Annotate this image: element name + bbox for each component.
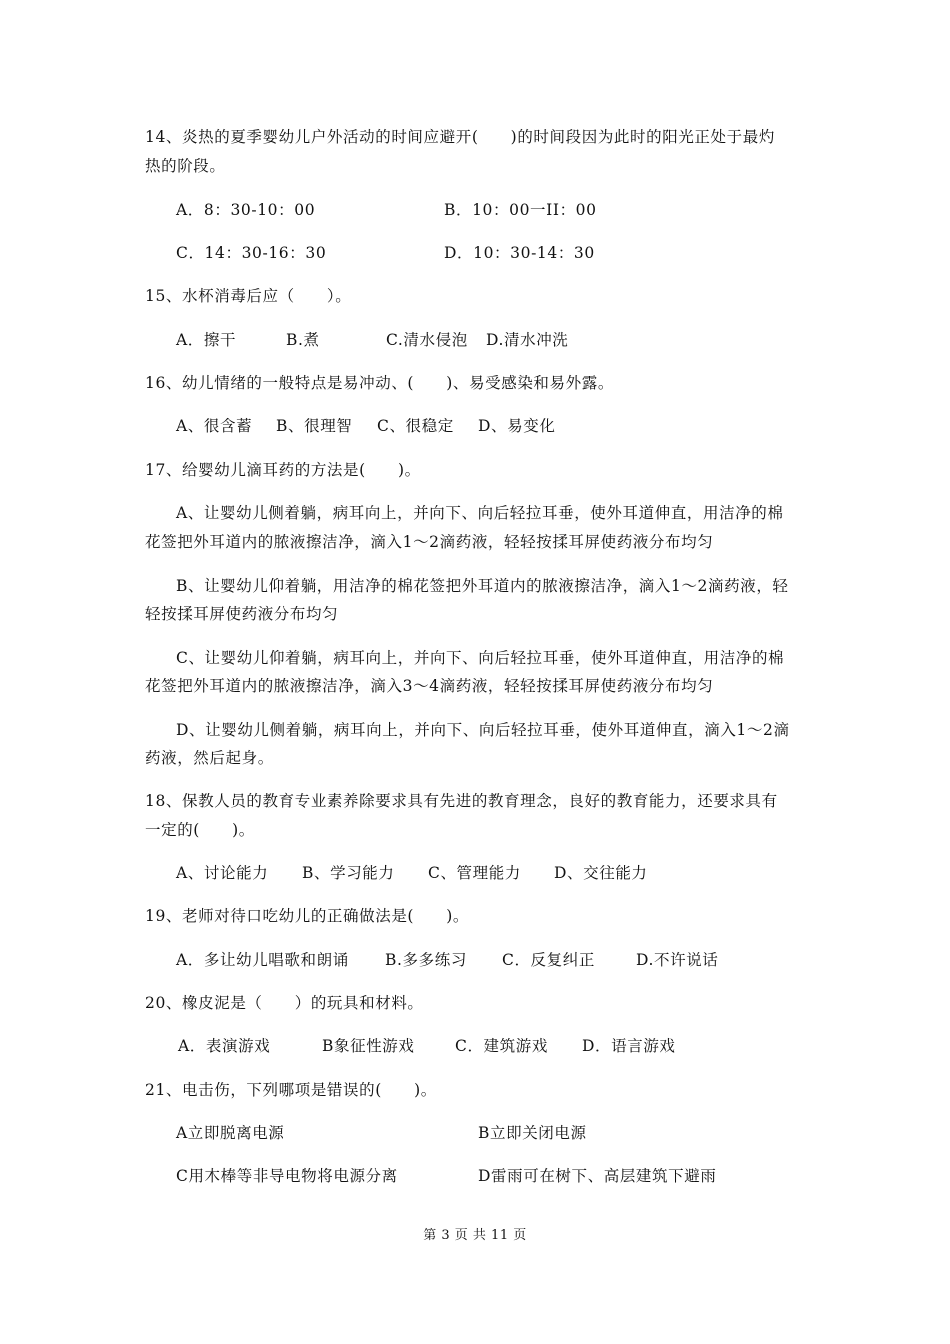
q15-option-d: D.清水冲洗 — [486, 331, 569, 349]
q18-option-d: D、交往能力 — [554, 864, 648, 882]
q21-option-d: D雷雨可在树下、高层建筑下避雨 — [478, 1167, 717, 1185]
q20-stem: 20、橡皮泥是（ ）的玩具和材料。 — [145, 994, 424, 1012]
q18-stem-line-2: 一定的( )。 — [145, 821, 255, 839]
q14-option-b: B．10：00一II：00 — [444, 201, 597, 219]
q14-option-a: A．8：30-10：00 — [176, 201, 316, 219]
q15-option-b: B.煮 — [286, 331, 320, 349]
q20-option-b: B象征性游戏 — [322, 1037, 415, 1055]
q14-option-d: D．10：30-14：30 — [444, 244, 595, 262]
q18-stem-line-1: 18、保教人员的教育专业素养除要求具有先进的教育理念，良好的教育能力，还要求具有 — [145, 792, 778, 810]
q17-option-c-line-2: 花签把外耳道内的脓液擦洁净，滴入3～4滴药液，轻轻按揉耳屏使药液分布均匀 — [145, 677, 714, 695]
q19-stem: 19、老师对待口吃幼儿的正确做法是( )。 — [145, 907, 470, 925]
q21-option-b: B立即关闭电源 — [478, 1124, 587, 1142]
q17-option-d-line-2: 药液，然后起身。 — [145, 749, 274, 767]
q18-option-b: B、学习能力 — [302, 864, 395, 882]
q18-option-a: A、讨论能力 — [176, 864, 269, 882]
q15-stem: 15、水杯消毒后应（ ）。 — [145, 287, 352, 305]
q20-option-a: A．表演游戏 — [178, 1037, 271, 1055]
q15-option-c: C.清水侵泡 — [386, 331, 468, 349]
q21-option-c: C用木棒等非导电物将电源分离 — [176, 1167, 398, 1185]
q17-option-c-line-1: C、让婴幼儿仰着躺，病耳向上，并向下、向后轻拉耳垂，使外耳道伸直，用洁净的棉 — [176, 649, 785, 667]
q16-option-c: C、很稳定 — [377, 417, 454, 435]
q16-stem: 16、幼儿情绪的一般特点是易冲动、( )、易受感染和易外露。 — [145, 374, 614, 392]
q14-stem-line-1: 14、炎热的夏季婴幼儿户外活动的时间应避开( )的时间段因为此时的阳光正处于最灼 — [145, 128, 775, 146]
q21-stem: 21、电击伤，下列哪项是错误的( )。 — [145, 1081, 437, 1099]
q19-option-d: D.不许说话 — [636, 951, 719, 969]
q20-option-d: D．语言游戏 — [582, 1037, 676, 1055]
q17-option-b-line-1: B、让婴幼儿仰着躺，用洁净的棉花签把外耳道内的脓液擦洁净，滴入1～2滴药液，轻 — [176, 577, 789, 595]
q19-option-a: A．多让幼儿唱歌和朗诵 — [176, 951, 349, 969]
q16-option-b: B、很理智 — [276, 417, 353, 435]
q15-option-a: A．擦干 — [176, 331, 237, 349]
q14-option-c: C．14：30-16：30 — [176, 244, 327, 262]
q20-option-c: C．建筑游戏 — [455, 1037, 548, 1055]
q21-option-a: A立即脱离电源 — [176, 1124, 285, 1142]
q16-option-d: D、易变化 — [478, 417, 556, 435]
q17-option-a-line-2: 花签把外耳道内的脓液擦洁净，滴入1～2滴药液，轻轻按揉耳屏使药液分布均匀 — [145, 533, 714, 551]
q18-option-c: C、管理能力 — [428, 864, 521, 882]
q17-option-d-line-1: D、让婴幼儿侧着躺，病耳向上，并向下、向后轻拉耳垂，使外耳道伸直，滴入1～2滴 — [176, 721, 790, 739]
q14-stem-line-2: 热的阶段。 — [145, 157, 226, 175]
q19-option-c: C．反复纠正 — [502, 951, 595, 969]
q17-option-b-line-2: 轻按揉耳屏使药液分布均匀 — [145, 605, 339, 623]
q16-option-a: A、很含蓄 — [176, 417, 253, 435]
q17-stem: 17、给婴幼儿滴耳药的方法是( )。 — [145, 461, 421, 479]
q19-option-b: B.多多练习 — [385, 951, 467, 969]
page-footer: 第 3 页 共 11 页 — [423, 1228, 527, 1243]
q17-option-a-line-1: A、让婴幼儿侧着躺，病耳向上，并向下、向后轻拉耳垂，使外耳道伸直，用洁净的棉 — [176, 504, 784, 522]
